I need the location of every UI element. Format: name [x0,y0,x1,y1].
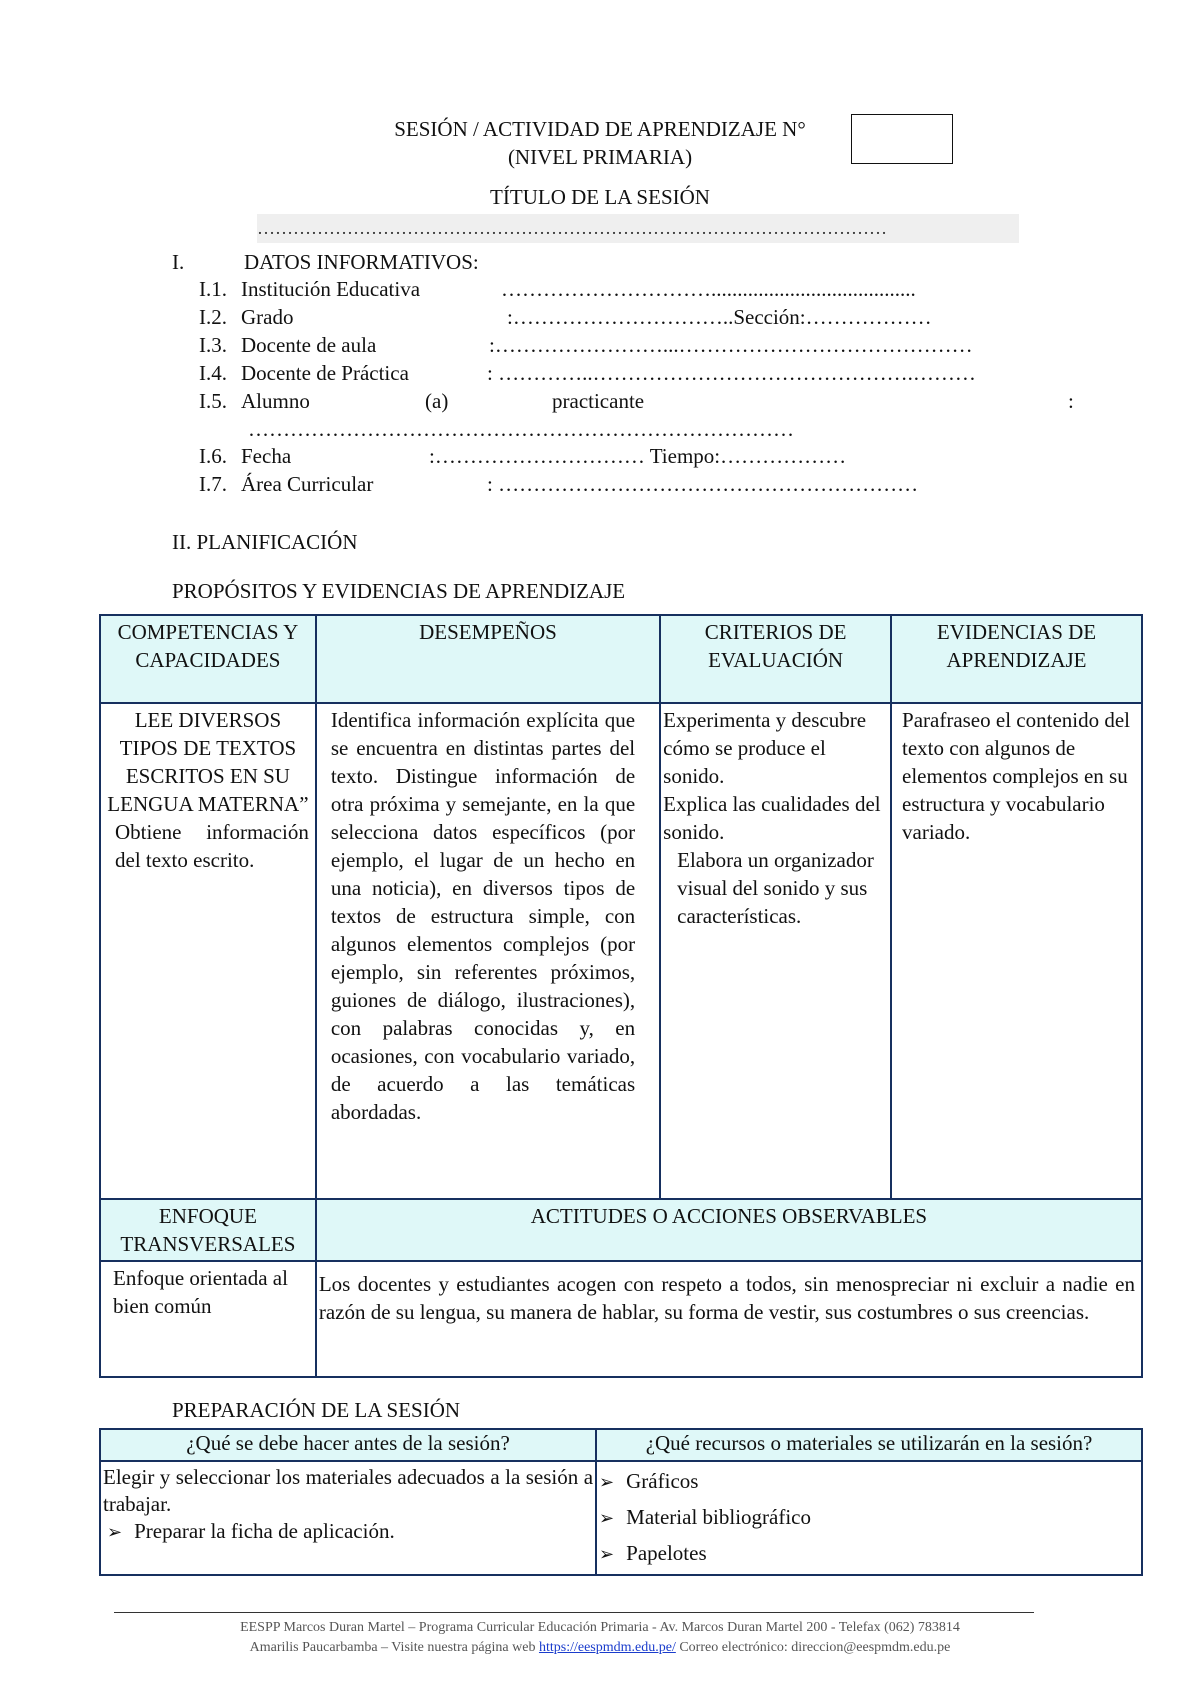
prep-header-antes: ¿Qué se debe hacer antes de la sesión? [100,1429,596,1461]
arrow-bullet-icon: ➢ [107,1522,123,1543]
item-label: Docente de Práctica [241,361,409,385]
item-label: Área Curricular [241,472,374,496]
planificacion-heading: II. PLANIFICACIÓN [172,530,358,554]
table-row [100,703,1142,1199]
footer-divider [114,1612,1034,1613]
arrow-bullet-icon: ➢ [599,1544,615,1565]
website-link[interactable]: https://eespmdm.edu.pe/ [538,1640,676,1655]
session-number-box[interactable] [851,114,953,164]
item-label: Grado [241,305,294,329]
criterio-1: Experimenta y descubre cómo se produce el sonido. [663,708,867,788]
item-label: Docente de aula [241,333,377,357]
item-num: I.6. [199,444,227,468]
enfoque-cell: Enfoque orientada al bien común [100,1261,316,1377]
propositos-table [99,614,1143,1378]
document-title [0,115,1200,171]
session-title-field[interactable]: …………………………………………………………………………………………… [257,214,1019,243]
session-title-label: TÍTULO DE LA SESIÓN [490,185,710,209]
criterio-3: Elabora un organizador visual del sonido y sus características. [677,848,874,928]
list-item-text: Papelotes [626,1541,707,1565]
title-line-2: (NIVEL PRIMARIA) [507,145,693,169]
item-value[interactable]: :………………………… Tiempo:……………… [429,444,847,468]
list-item-text: Preparar la ficha de aplicación. [134,1519,395,1543]
list-item [599,1464,1139,1500]
criterios-cell [660,703,891,1199]
item-num: I.4. [199,361,227,385]
propositos-heading: PROPÓSITOS Y EVIDENCIAS DE APRENDIZAJE [172,579,626,603]
item-label: Institución Educativa [241,277,421,301]
header-actitudes: ACTITUDES O ACCIONES OBSERVABLES [316,1199,1142,1261]
item-label: Alumno [241,389,310,413]
header-evidencias: EVIDENCIAS DE APRENDIZAJE [891,615,1142,703]
desempeno-cell: Identifica información explícita que se encuentra en distintas partes del texto. Distingue información de otra próxima y semejante, en la que selecciona datos específicos (por ejemplo, el lugar de un hecho en una noticia), en diversos tipos de textos de estructura simple, con algunos elementos complejos (por ejemplo, sin referentes próximos, guiones de diálogo, ilustraciones), con palabras conocidas y, en ocasiones, con vocabulario variado, de acuerdo a las temáticas abordadas. [316,703,660,1199]
prep-recursos-cell [596,1461,1142,1575]
footer-prefix: Amarilis Paucarbamba – Visite nuestra página web [249,1640,536,1655]
criterio-2: Explica las cualidades del sonido. [663,792,881,844]
actitudes-cell: Los docentes y estudiantes acogen con respeto a todos, sin menospreciar ni excluir a nadie en razón de su lengua, su manera de hablar, su forma de vestir, sus costumbres o sus creencias. [316,1261,1142,1377]
list-item [103,1518,593,1546]
item-label-c: practicante [552,389,645,413]
prep-row [100,1461,1142,1575]
footer-suffix: Correo electrónico: direccion@eespmdm.edu.pe [679,1640,951,1655]
item-num: I.5. [199,389,227,413]
prep-antes-cell [100,1461,596,1575]
header-enfoque: ENFOQUE TRANSVERSALES [100,1199,316,1261]
footer-line-1: EESPP Marcos Duran Martel – Programa Curricular Educación Primaria - Av. Marcos Duran Martel 200 - Telefax (062) 783814 [240,1620,960,1635]
title-line-1: SESIÓN / ACTIVIDAD DE APRENDIZAJE N° [394,117,806,141]
list-item [599,1500,1139,1536]
preparacion-table [99,1428,1143,1576]
item-value[interactable]: :……………………...…………………………………… [489,333,973,357]
datos-row-5-continuation[interactable]: …………………………………………………………………… [248,417,794,441]
evidencias-cell: Parafraseo el contenido del texto con algunos de elementos complejos en su estructura y vocabulario variado. [891,703,1142,1199]
capacidad-text: Obtiene información del texto escrito. [115,820,309,872]
item-label-b: (a) [425,389,449,413]
item-value[interactable]: : …………..……………………………………….……… [487,361,976,385]
footer [0,1618,1200,1658]
header-criterios: CRITERIOS DE EVALUACIÓN [660,615,891,703]
table-header-row [100,615,1142,703]
item-num: I.3. [199,333,227,357]
enfoque-header-row [100,1199,1142,1261]
header-competencias: COMPETENCIAS Y CAPACIDADES [100,615,316,703]
footer-line-2 [0,1638,1200,1658]
item-num: I.2. [199,305,227,329]
list-item-text: Material bibliográfico [626,1505,811,1529]
prep-header-row [100,1429,1142,1461]
arrow-bullet-icon: ➢ [599,1472,615,1493]
item-label: Fecha [241,444,292,468]
competencias-cell [100,703,316,1199]
item-num: I.1. [199,277,227,301]
datos-heading [172,250,479,275]
competencia-text: LEE DIVERSOS TIPOS DE TEXTOS ESCRITOS EN SU LENGUA MATERNA” [107,708,309,816]
list-item [599,1536,1139,1572]
item-value: : [1068,389,1074,413]
header-desempenos: DESEMPEÑOS [316,615,660,703]
prep-header-recursos: ¿Qué recursos o materiales se utilizarán en la sesión? [596,1429,1142,1461]
item-num: I.7. [199,472,227,496]
enfoque-row [100,1261,1142,1377]
item-value[interactable]: …………………………....................................... [501,277,916,301]
preparacion-heading: PREPARACIÓN DE LA SESIÓN [172,1398,461,1422]
datos-heading-text: DATOS INFORMATIVOS: [244,250,479,274]
item-value[interactable]: :…………………………..Sección:……………… [507,305,932,329]
list-item-text: Gráficos [626,1469,699,1493]
datos-roman: I. [172,250,185,274]
arrow-bullet-icon: ➢ [599,1508,615,1529]
item-value[interactable]: : …………………………………………………… [487,472,919,496]
prep-antes-text: Elegir y seleccionar los materiales adecuados a la sesión a trabajar. [103,1465,594,1516]
